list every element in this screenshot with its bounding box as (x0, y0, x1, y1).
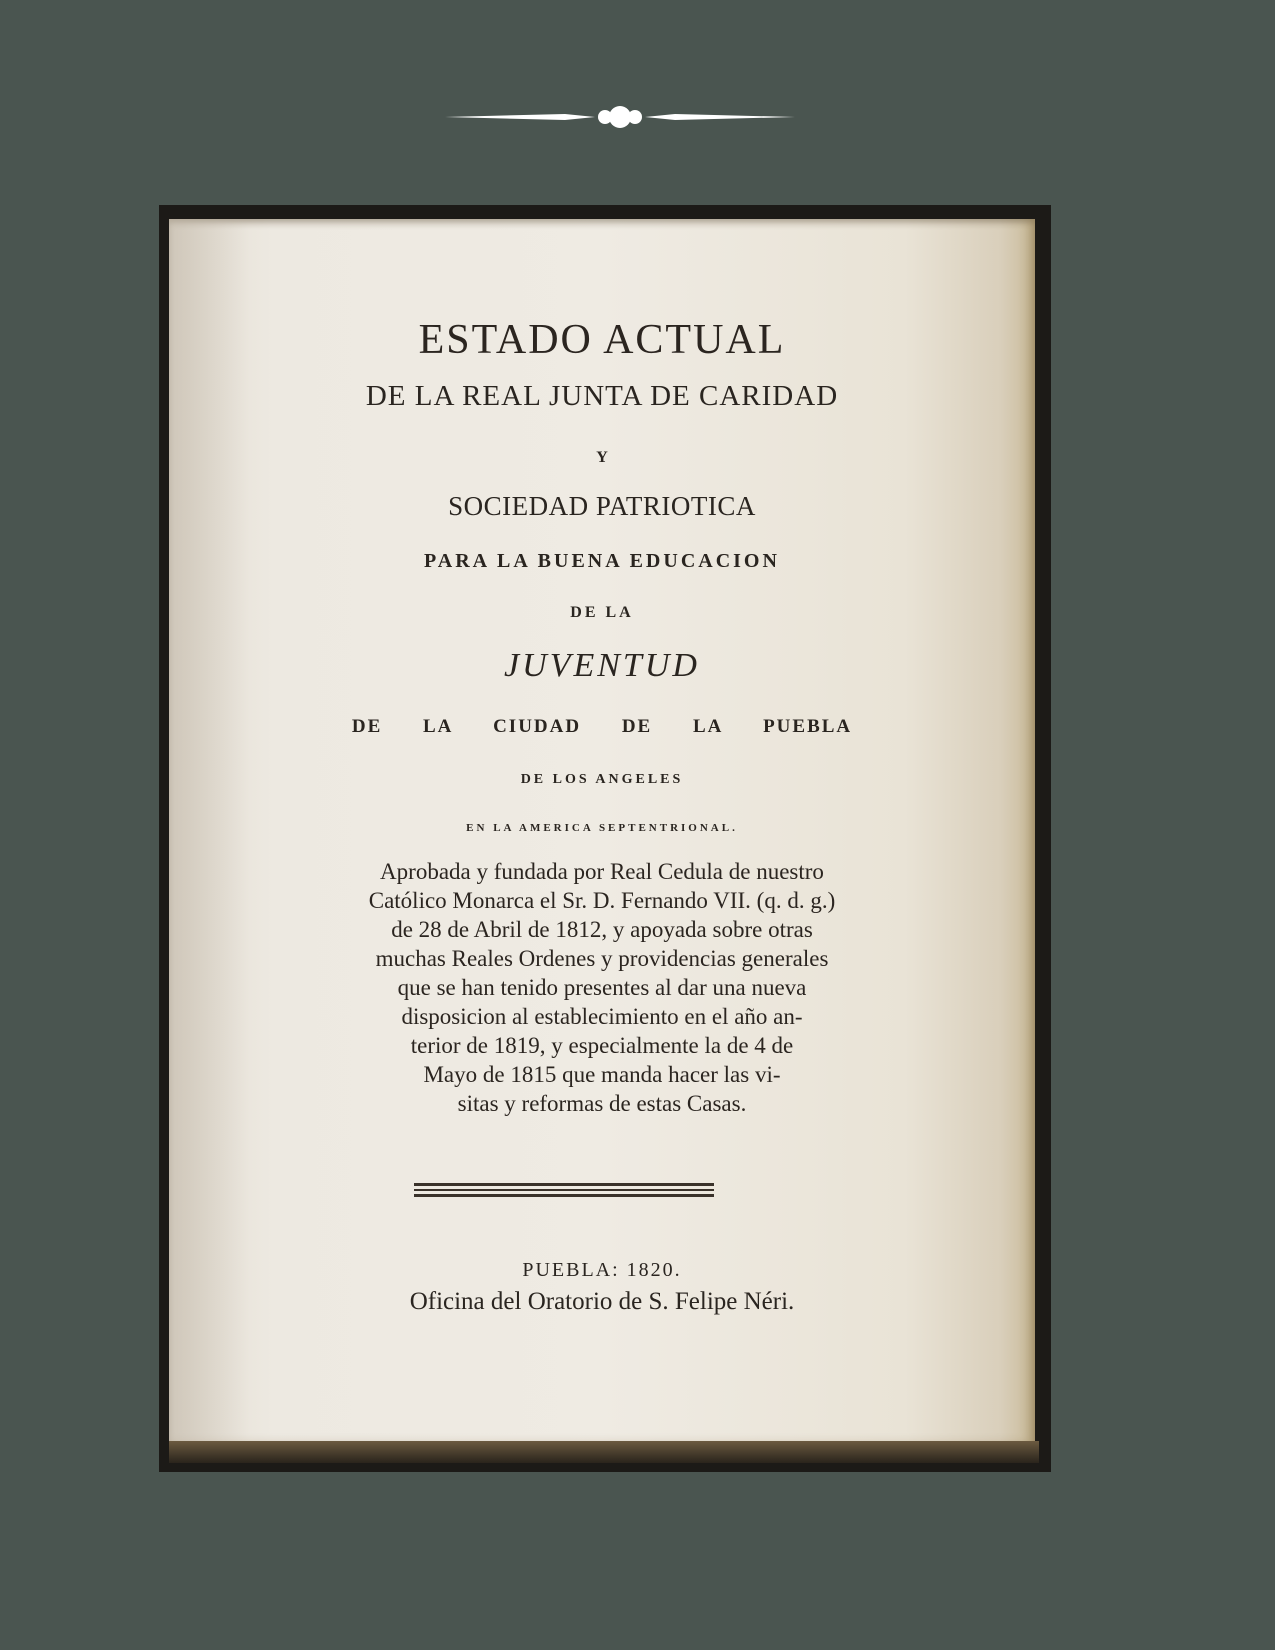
imprint-place-date: PUEBLA: 1820. (522, 1259, 682, 1281)
title-line-10: EN LA AMERICA SEPTENTRIONAL. (466, 822, 738, 834)
rule-line (414, 1189, 714, 1191)
body-line: que se han tenido presentes al dar una nueva (397, 975, 807, 1000)
title-line-7: JUVENTUD (504, 647, 700, 684)
body-line: Mayo de 1815 que manda hacer las vi- (423, 1062, 781, 1087)
body-line: Católico Monarca el Sr. D. Fernando VII. (q. d. g.) (368, 888, 836, 913)
body-line: sitas y reformas de estas Casas. (457, 1091, 747, 1116)
title-line-5: PARA LA BUENA EDUCACION (424, 550, 780, 572)
page-title: ESTADO ACTUAL (418, 317, 786, 363)
title-line-6: DE LA (570, 604, 634, 621)
title-page (169, 219, 1035, 1444)
imprint-printer: Oficina del Oratorio de S. Felipe Néri. (409, 1288, 795, 1315)
body-line: Aprobada y fundada por Real Cedula de nuestro (380, 859, 824, 884)
title-line-2: DE LA REAL JUNTA DE CARIDAD (365, 380, 839, 412)
body-line: muchas Reales Ordenes y providencias generales (375, 946, 829, 971)
rule-line (414, 1183, 714, 1186)
title-line-4: SOCIEDAD PATRIOTICA (448, 491, 756, 521)
title-line-3: Y (596, 449, 608, 466)
decorative-ornament-icon (445, 100, 795, 134)
printed-rule-divider (414, 1183, 714, 1200)
title-line-8: DE LA CIUDAD DE LA PUEBLA (351, 716, 853, 737)
rule-line (414, 1194, 714, 1197)
book-bottom-edge (169, 1441, 1039, 1463)
book-scan (159, 205, 1051, 1472)
title-line-9: DE LOS ANGELES (520, 772, 684, 787)
body-line: terior de 1819, y especialmente la de 4 de (410, 1033, 794, 1058)
body-line: disposicion al establecimiento en el año an- (401, 1004, 803, 1029)
description-paragraph (169, 857, 1035, 1118)
body-line: de 28 de Abril de 1812, y apoyada sobre otras (391, 917, 813, 942)
